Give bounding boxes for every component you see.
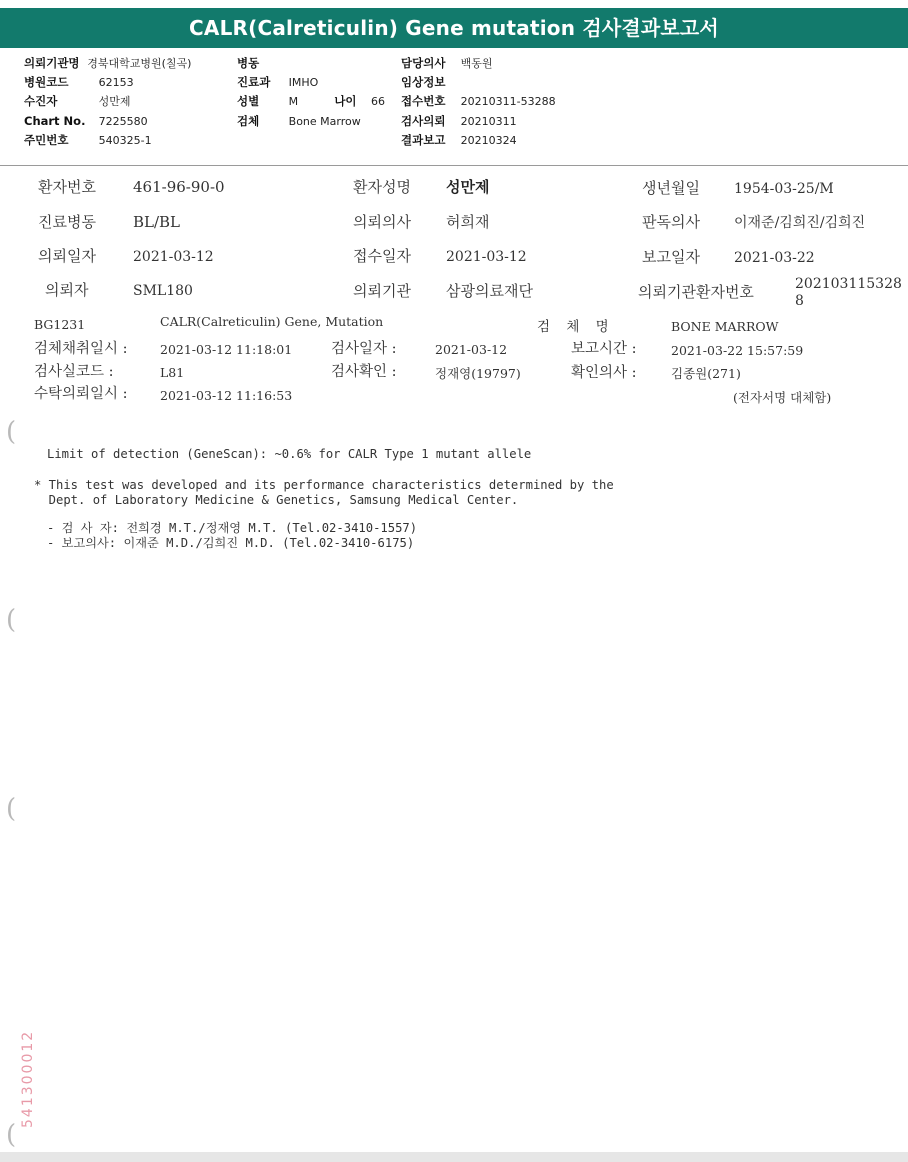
resident-value: 540325-1 <box>98 134 152 147</box>
report-title-bar <box>0 8 908 48</box>
rcv-date-value: 2021-03-12 <box>446 249 527 265</box>
hospital-code-label: 병원코드 <box>24 75 69 89</box>
request-value: 20210311 <box>460 115 517 128</box>
age-label: 나이 <box>334 94 357 108</box>
footer-strip <box>0 1152 908 1162</box>
clinical-row <box>401 73 461 92</box>
rpt-date-value: 2021-03-22 <box>734 250 815 266</box>
request-row <box>401 112 517 131</box>
punch-hole-mark: ( <box>6 1120 17 1150</box>
collect-label: 검체채취일시 : <box>34 341 128 357</box>
req-inst-label: 의뢰기관 <box>353 282 411 300</box>
inst-patient-value-1: 202103115328 <box>795 276 902 292</box>
patient-no-label: 환자번호 <box>38 178 96 196</box>
disclaimer-line-2: Dept. of Laboratory Medicine & Genetics, Samsung Medical Center. <box>34 493 519 507</box>
consign-value: 2021-03-12 11:16:53 <box>160 388 293 403</box>
birth-value: 1954-03-25/M <box>734 181 834 197</box>
age-value: 66 <box>370 95 385 108</box>
patient-row <box>24 92 131 111</box>
disclaimer-line-1: * This test was developed and its performance characteristics determined by the <box>34 478 614 492</box>
esign-note: (전자서명 대체함) <box>733 390 832 405</box>
specimen-name-value: BONE MARROW <box>671 319 779 334</box>
punch-hole-mark: ( <box>6 605 17 635</box>
header-info <box>0 52 908 164</box>
institution-row <box>24 54 191 73</box>
dept-value: IMHO <box>288 76 319 89</box>
ward-table-label: 진료병동 <box>38 213 96 231</box>
ward-label: 병동 <box>237 56 260 70</box>
patient-label: 수진자 <box>24 94 58 108</box>
patient-no-value: 461-96-90-0 <box>133 178 225 196</box>
header-separator <box>0 165 908 166</box>
requester-label: 의뢰자 <box>45 281 89 299</box>
institution-value: 경북대학교병원(칠곡) <box>87 57 192 70</box>
reporter-line: - 보고의사: 이재준 M.D./김희진 M.D. (Tel.02-3410-6175) <box>47 536 415 550</box>
specimen-label: 검체 <box>237 114 260 128</box>
birth-label: 생년월일 <box>642 179 700 197</box>
punch-hole-mark: ( <box>6 417 17 447</box>
confirm-value: 정재영(19797) <box>435 366 521 381</box>
req-date-label: 의뢰일자 <box>38 247 96 265</box>
patient-name-label: 환자성명 <box>353 178 411 196</box>
test-name: CALR(Calreticulin) Gene, Mutation <box>160 314 384 329</box>
dept-row <box>237 73 318 92</box>
chart-label: Chart No. <box>24 114 86 128</box>
lab-code-label: 검사실코드 : <box>34 364 114 380</box>
req-doctor-label: 의뢰의사 <box>353 213 411 231</box>
test-date-label: 검사일자 : <box>331 341 397 357</box>
resident-label: 주민번호 <box>24 133 69 147</box>
limit-note: Limit of detection (GeneScan): ~0.6% for CALR Type 1 mutant allele <box>47 447 532 461</box>
doctor-value: 백동원 <box>460 57 493 70</box>
specimen-value: Bone Marrow <box>288 115 361 128</box>
reading-doctor-label: 판독의사 <box>642 213 700 231</box>
institution-label: 의뢰기관명 <box>24 56 80 70</box>
hospital-code-value: 62153 <box>98 76 134 89</box>
req-doctor-value: 허희재 <box>446 213 490 231</box>
request-label: 검사의뢰 <box>401 114 446 128</box>
ward-row <box>237 54 289 73</box>
rpt-date-label: 보고일자 <box>642 248 700 266</box>
requester-value: SML180 <box>133 283 193 299</box>
specimen-name-label: 검 체 명 <box>537 319 615 335</box>
req-date-value: 2021-03-12 <box>133 249 214 265</box>
confirm-label: 검사확인 : <box>331 364 397 380</box>
clinical-label: 임상정보 <box>401 75 446 89</box>
result-row <box>401 131 517 150</box>
resident-row <box>24 131 152 150</box>
rcv-date-label: 접수일자 <box>353 247 411 265</box>
inst-patient-value-2: 8 <box>795 293 804 309</box>
lab-code-value: L81 <box>160 365 185 380</box>
report-time-value: 2021-03-22 15:57:59 <box>671 343 804 358</box>
test-code: BG1231 <box>34 317 86 332</box>
receipt-no-label: 접수번호 <box>401 94 446 108</box>
punch-hole-mark: ( <box>6 794 17 824</box>
chart-row <box>24 112 148 131</box>
doctor-row <box>401 54 493 73</box>
patient-name-value: 성만제 <box>446 178 490 196</box>
vertical-stamp-number: 541300012 <box>20 1029 36 1128</box>
verify-label: 확인의사 : <box>571 365 637 381</box>
verify-value: 김종원(271) <box>671 366 741 381</box>
result-label: 결과보고 <box>401 133 446 147</box>
doctor-label: 담당의사 <box>401 56 446 70</box>
sex-label: 성별 <box>237 94 260 108</box>
test-date-value: 2021-03-12 <box>435 342 508 357</box>
hospital-code-row <box>24 73 134 92</box>
consign-label: 수탁의뢰일시 : <box>34 386 128 402</box>
report-time-label: 보고시간 : <box>571 341 637 357</box>
dept-label: 진료과 <box>237 75 271 89</box>
report-title: CALR(Calreticulin) Gene mutation 검사결과보고서 <box>189 16 719 40</box>
collect-value: 2021-03-12 11:18:01 <box>160 342 293 357</box>
sex-value: M <box>288 95 299 108</box>
result-value: 20210324 <box>460 134 517 147</box>
patient-value: 성만제 <box>98 95 131 108</box>
inst-patient-label: 의뢰기관환자번호 <box>638 283 754 301</box>
reading-doctor-value: 이재준/김희진/김희진 <box>734 215 866 231</box>
req-inst-value: 삼광의료재단 <box>446 282 533 300</box>
sex-age-row <box>237 92 385 111</box>
specimen-row <box>237 112 361 131</box>
tester-line: - 검 사 자: 전희경 M.T./정재영 M.T. (Tel.02-3410-1557) <box>47 521 418 535</box>
receipt-no-row <box>401 92 556 111</box>
receipt-no-value: 20210311-53288 <box>460 95 556 108</box>
ward-table-value: BL/BL <box>133 213 181 231</box>
chart-value: 7225580 <box>98 115 148 128</box>
